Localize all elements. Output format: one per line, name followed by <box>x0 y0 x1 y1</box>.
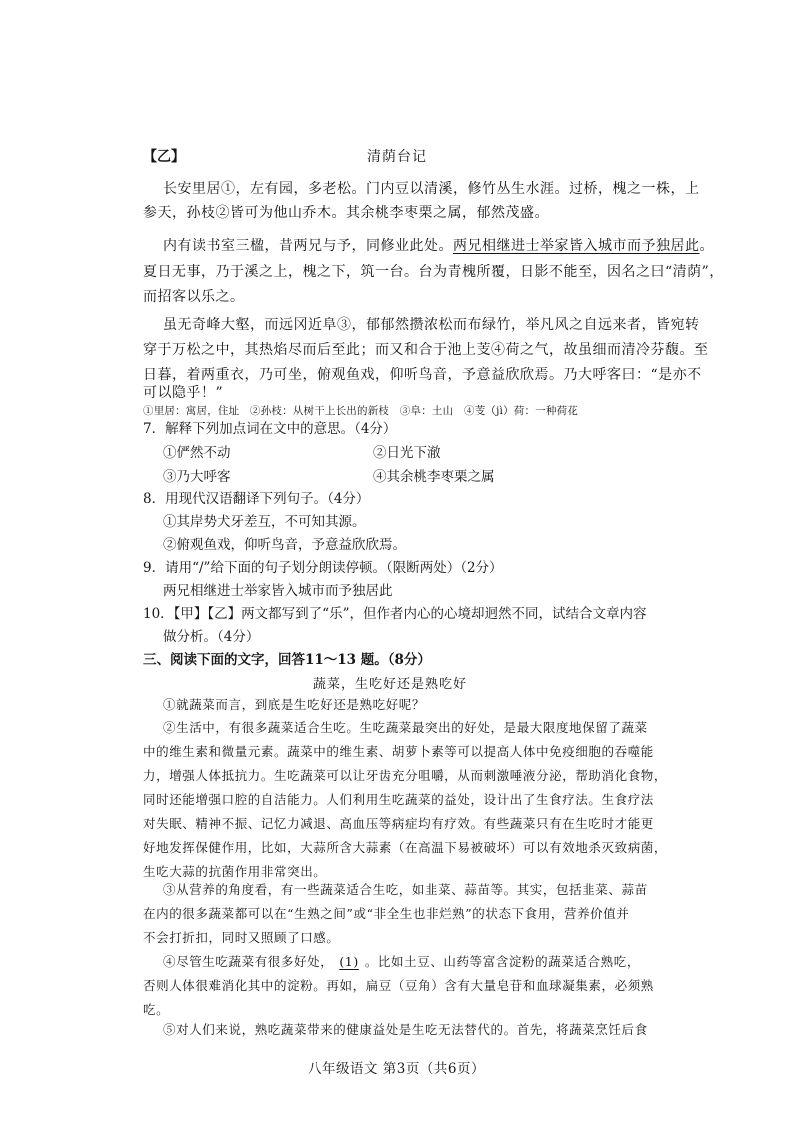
footnotes: ①里居：寓居，住址 ②孙枝：从树干上长出的新枝 ③阜：土山 ④芰（jì）荷：一种荷花 <box>143 405 579 417</box>
classical-p2-line1 <box>163 233 714 259</box>
page-footer: 八年级语文 第3页（共6页） <box>308 1061 485 1077</box>
article-line: 不会打折扣，同时又照顾了口感。 <box>143 930 340 945</box>
p2-text-c: 。 <box>699 238 714 254</box>
q7-option-1: ①俨然不动 <box>163 445 231 461</box>
question-9: 9．请用“/”给下面的句子划分朗读停顿。（限断两处）（2分） <box>143 560 503 576</box>
article-line: 生吃大蒜的抗菌作用非常突出。 <box>143 864 327 879</box>
passage-header <box>143 146 658 168</box>
article-p4-line1 <box>163 950 640 974</box>
article-line: ①就蔬菜而言，到底是生吃好还是熟吃好呢？ <box>163 697 426 712</box>
article-line: ③从营养的角度看，有一些蔬菜适合生吃，如韭菜、蒜苗等。其实，包括韭菜、蒜苗 <box>163 882 648 897</box>
question-10-line2: 做分析。（4分） <box>163 629 260 645</box>
q7-option-2: ②日光下澈 <box>373 445 441 461</box>
q9-sentence: 两兄相继进士举家皆入城市而予独居此 <box>163 583 393 599</box>
classical-p1-line1: 长安里居①，左有园，多老松。门内豆以清溪，修竹丛生水涯。过桥，槐之一株，上 <box>163 181 700 197</box>
p4-text-a: ④尽管生吃蔬菜有很多好处， <box>163 954 334 969</box>
article-line: 中的维生素和微量元素。蔬菜中的维生素、胡萝卜素等可以提高人体中免疫细胞的吞噬能 <box>143 744 654 759</box>
article-line: 好地发挥保健作用，比如，大蒜所含大蒜素（在高温下易被破坏）可以有效地杀灭致病菌， <box>143 840 668 855</box>
classical-p3-line3: 日暮，着两重衣，乃可坐，俯观鱼戏，仰听鸟音，予意益欣欣焉。乃大呼客曰：“是亦不 <box>143 367 702 383</box>
classical-p2-line2: 夏日无事，乃于溪之上，槐之下，筑一台。台为青槐所覆，日影不能至，因名之曰“清荫”， <box>143 264 724 280</box>
article-line: 同时还能增强口腔的自洁能力。人们利用生吃蔬菜的益处，设计出了生食疗法。生食疗法 <box>143 792 654 807</box>
question-8: 8．用现代汉语翻译下列句子。（4分） <box>143 491 370 507</box>
question-7: 7．解释下列加点词在文中的意思。（4分） <box>143 421 397 437</box>
p2-text-a: 内有读书室三楹，昔两兄与予，同修业此处。 <box>163 238 453 254</box>
section-3-heading: 三、阅读下面的文字，回答11～13 题。（8分） <box>143 652 431 668</box>
article-p5-line1: ⑤对人们来说，熟吃蔬菜带来的健康益处是生吃无法替代的。首先，将蔬菜烹饪后食 <box>163 1022 648 1037</box>
article-line: 力，增强人体抵抗力。生吃蔬菜可以让牙齿充分咀嚼，从而刺激唾液分泌，帮助消化食物， <box>143 768 668 783</box>
p2-underlined-sentence: 两兄相继进士举家皆入城市而予独居此 <box>453 238 700 254</box>
article-p4-line3: 吃。 <box>143 1002 170 1017</box>
p4-text-b: 。比如土豆、山药等富含淀粉的蔬菜适合熟吃， <box>364 954 640 969</box>
article-line: 对失眠、精神不振、记忆力减退、高血压等病症均有疗效。有些蔬菜只有在生吃时才能更 <box>143 816 654 831</box>
classical-p3-line4: 可以隐乎！” <box>143 385 224 401</box>
classical-p3-line2: 穿于万松之中，其热焰尽而后至此；而又和合于池上芰④荷之气，故虽细而清冷芬馥。至 <box>143 342 709 358</box>
article-title: 蔬菜，生吃好还是熟吃好 <box>313 677 468 692</box>
passage-title: 清荫台记 <box>367 149 427 165</box>
article-line: ②生活中，有很多蔬菜适合生吃。生吃蔬菜最突出的好处，是最大限度地保留了蔬菜 <box>163 720 648 735</box>
article-p4-line2: 否则人体很难消化其中的淀粉。再如，扁豆（豆角）含有大量皂苷和血球凝集素，必须熟 <box>143 978 654 993</box>
classical-p3-line1: 虽无奇峰大壑，而远冈近阜③，郁郁然攒浓松而布绿竹，举凡风之自远来者，皆宛转 <box>163 317 700 333</box>
q7-option-4: ④其余桃李枣栗之属 <box>373 469 495 485</box>
fill-in-blank-1[interactable]: (1) <box>339 954 359 969</box>
passage-mark: 【乙】 <box>143 149 185 165</box>
question-10-line1: 10．【甲】【乙】两文都写到了“乐”，但作者内心的心境却迥然不同，试结合文章内容 <box>143 606 647 622</box>
classical-p1-line2: 参天，孙枝②皆可为他山乔木。其余桃李枣栗之属，郁然茂盛。 <box>143 205 549 221</box>
q8-item-1: ①其岸势犬牙差互，不可知其源。 <box>163 514 366 530</box>
classical-p2-line3: 而招客以乐之。 <box>143 289 245 305</box>
article-line: 在内的很多蔬菜都可以在“生熟之间”或“非全生也非烂熟”的状态下食用，营养价值并 <box>143 906 630 921</box>
q7-option-3: ③乃大呼客 <box>163 469 231 485</box>
q8-item-2: ②俯观鱼戏，仰听鸟音，予意益欣欣焉。 <box>163 537 406 553</box>
